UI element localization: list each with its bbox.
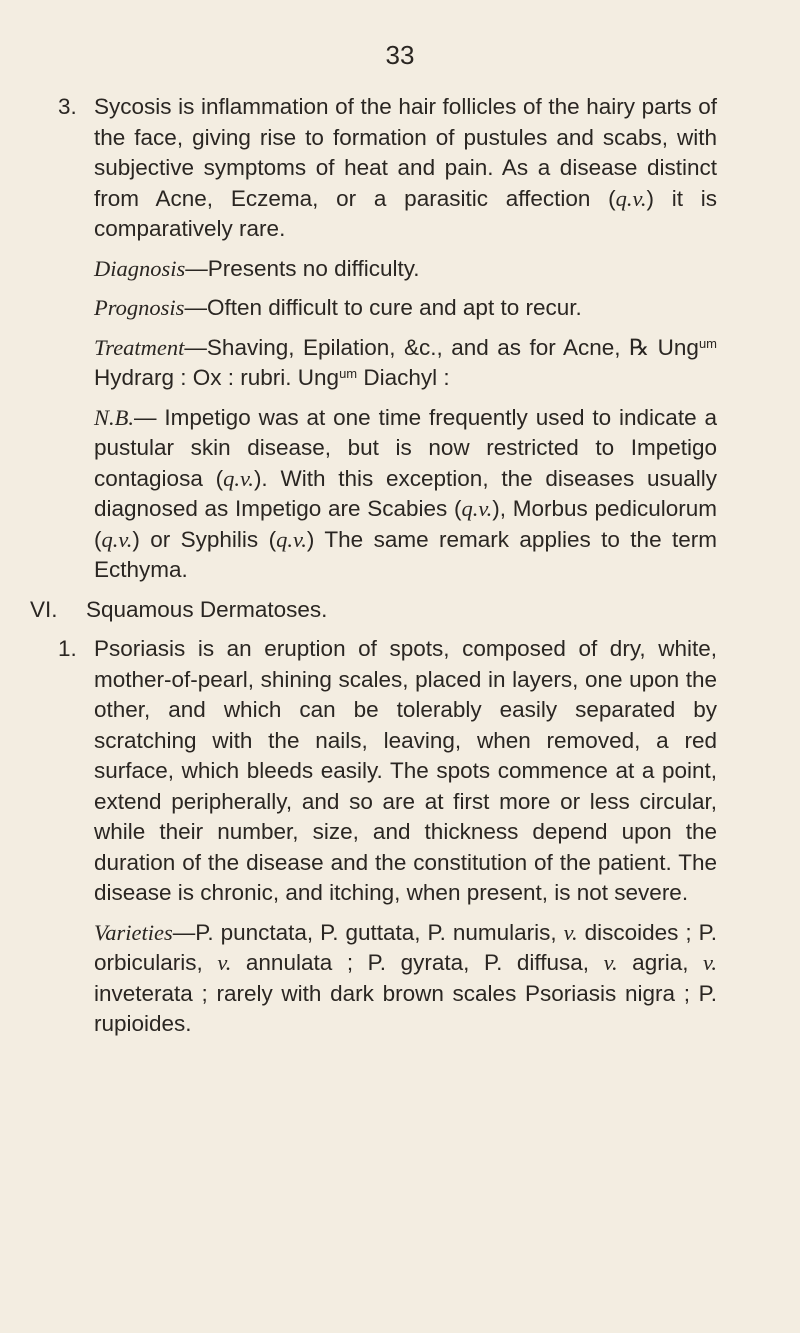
diagnosis-label: Diagnosis [94,255,186,281]
diagnosis-paragraph: Diagnosis—Presents no difficulty. [94,255,420,281]
nb-label: N.B. [94,404,135,430]
treatment-paragraph: Treatment—Shaving, Epilation, &c., and as for Acne, ℞ Ung$^{um}$ Hydrarg : Ox : rubri. Ung$^{um}$ Diachyl : [94,334,717,390]
item-number: 3. [58,94,77,119]
page-number: 33 [385,40,415,70]
psoriasis-paragraph: 1. Psoriasis is an eruption of spots, composed of dry, white, mother-of-pearl, shining scales, placed in layers, one upon the other, and which can be tolerably easily separated by scratching with the nails, leaving, when removed, a red surface, which bleeds easily. The spots commence at a point, extend peripherally, and so are at first more or less circular, while their number, size, and thickness depend upon the duration of the disease and the constitution of the patient. The disease is chronic, and itching, when present, is not severe. [58,636,717,905]
treatment-label: Treatment [94,334,185,360]
section-heading [30,595,717,626]
section-number: VI. [30,596,58,622]
nb-paragraph: N.B.— Impetigo was at one time frequently used to indicate a pustular skin disease, but is now restricted to Impetigo contagiosa (q.v.). With this exception, the diseases usually diagnosed as Impetigo are Scabies (q.v.), Morbus pediculorum (q.v.) or Syphilis (q.v.) The same remark applies to the term Ecthyma. [94,404,718,582]
varieties-label: Varieties [94,919,173,945]
prognosis-paragraph: Prognosis—Often difficult to cure and apt to recur. [94,295,582,320]
item-number: 1. [58,636,77,661]
varieties-paragraph: Varieties—P. punctata, P. guttata, P. numularis, v. discoides ; P. orbicularis, v. annulata ; P. gyrata, P. diffusa, v. agria, v. inveterata ; rarely with dark brown scales Psoriasis nigra ; P. rupioides. [94,919,717,1036]
text-body [30,92,718,1040]
section-title: Squamous Dermatoses. [86,596,328,622]
prognosis-label: Prognosis [94,295,185,320]
sycosis-paragraph: 3. Sycosis is inflammation of the hair follicles of the hairy parts of the face, giving rise to formation of pustules and scabs, with subjective symptoms of heat and pain. As a disease distinct from Acne, Eczema, or a parasitic affection (q.v.) it is comparatively rare. [58,94,717,241]
